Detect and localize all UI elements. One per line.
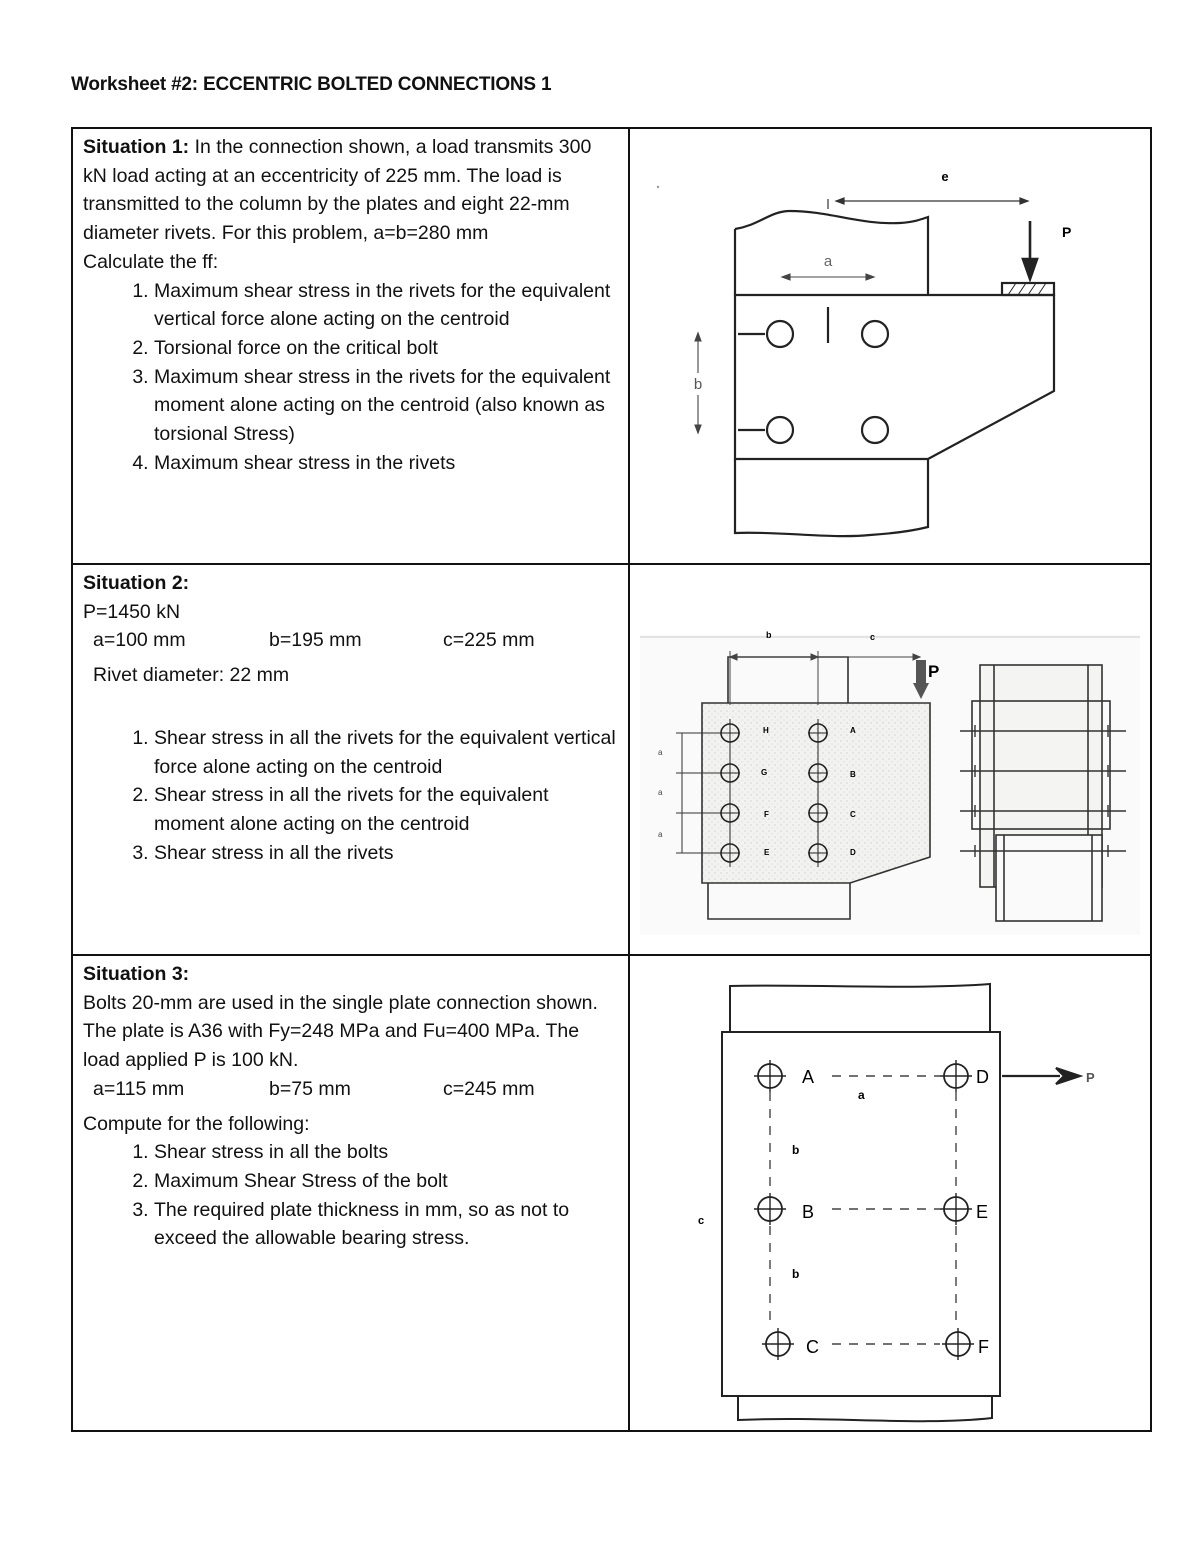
label-c: c xyxy=(870,632,876,642)
label-a: a xyxy=(823,253,833,270)
situation-1-heading: Situation 1: xyxy=(83,136,190,158)
situation-3-figure xyxy=(629,955,1151,1431)
bracket-plate xyxy=(735,295,1054,459)
situation-1-figure xyxy=(629,128,1151,564)
label-p: P xyxy=(928,662,940,681)
dimension-c: c=225 mm xyxy=(443,629,535,652)
situation-2-dimensions xyxy=(83,626,618,655)
list-item: 1. Maximum shear stress in the rivets for the equivalent vertical force alone acting on the centroid xyxy=(154,277,618,334)
list-item: 2. Maximum Shear Stress of the bolt xyxy=(154,1167,618,1196)
situation-1-intro xyxy=(83,133,618,248)
list-item: 2. Shear stress in all the rivets for the equivalent moment alone acting on the centroid xyxy=(154,781,618,838)
list-item: 3. Maximum shear stress in the rivets for the equivalent moment alone acting on the centroid (also known as torsional Stress) xyxy=(154,363,618,449)
bolt-label: B xyxy=(802,1202,815,1222)
list-item: 3. Shear stress in all the rivets xyxy=(154,839,618,868)
bolt-label: A xyxy=(802,1067,815,1087)
situation-1-prompt: Calculate the ff: xyxy=(83,250,219,273)
situation-1-text xyxy=(72,128,629,564)
side-view xyxy=(972,665,1110,921)
situation-3-text xyxy=(72,955,629,1431)
bolt-label: E xyxy=(764,848,770,857)
label-a: a xyxy=(658,830,663,839)
label-p: P xyxy=(1086,1070,1095,1085)
gusset-plate xyxy=(702,703,930,883)
worksheet-table xyxy=(71,127,1152,1432)
label-b: b xyxy=(766,630,772,640)
situation-3-dimensions xyxy=(83,1075,618,1104)
rivet xyxy=(767,417,793,443)
rivet-diameter: Rivet diameter: 22 mm xyxy=(93,664,290,687)
situation-2-list xyxy=(83,724,618,868)
list-item: 1. Shear stress in all the rivets for the equivalent vertical force alone acting on the centroid xyxy=(154,724,618,781)
label-a: a xyxy=(858,1088,865,1102)
label-b: b xyxy=(693,376,703,393)
situation-2-heading: Situation 2: xyxy=(83,572,190,594)
list-item: 4. Maximum shear stress in the rivets xyxy=(154,449,618,478)
bolt-label: E xyxy=(976,1202,989,1222)
situation-3-list xyxy=(83,1138,618,1253)
label-e: e xyxy=(941,169,949,184)
situation-2-row xyxy=(72,564,1151,955)
situation-1-list xyxy=(83,277,618,478)
label-a: a xyxy=(658,748,663,757)
situation-3-description: Bolts 20-mm are used in the single plate connection shown. The plate is A36 with Fy=248 MPa and Fu=400 MPa. The load applied P is 100 kN. xyxy=(83,991,598,1072)
bolt-label: B xyxy=(850,770,856,779)
riveted-bracket-diagram xyxy=(630,565,1150,950)
label-c: c xyxy=(698,1215,705,1227)
dimension-b: b=75 mm xyxy=(269,1077,351,1100)
lower-member-outline xyxy=(738,1396,992,1421)
dimension-a: a=115 mm xyxy=(93,1077,185,1100)
worksheet-title: Worksheet #2: ECCENTRIC BOLTED CONNECTIONS 1 xyxy=(71,74,552,95)
dimension-c: c=245 mm xyxy=(443,1077,535,1100)
situation-3-row xyxy=(72,955,1151,1431)
situation-2-figure xyxy=(629,564,1151,955)
lower-member-outline xyxy=(735,459,928,536)
label-p: P xyxy=(1062,224,1072,240)
dimension-b: b=195 mm xyxy=(269,629,362,652)
label-a: a xyxy=(658,788,663,797)
list-item: 1. Shear stress in all the bolts xyxy=(154,1138,618,1167)
bolt-label: F xyxy=(764,810,769,819)
bolt-label: G xyxy=(761,768,768,777)
bolt-label: C xyxy=(850,810,856,819)
situation-1-description: In the connection shown, a load transmits 300 kN load acting at an eccentricity of 225 mm. The load is transmitted to the column by the plates and eight 22-mm diameter rivets. For this problem, a=b=280 mm xyxy=(83,136,592,245)
bolt-label: H xyxy=(763,726,769,735)
situation-1-row xyxy=(72,128,1151,564)
rivet xyxy=(862,321,888,347)
rivet xyxy=(862,417,888,443)
situation-3-prompt: Compute for the following: xyxy=(83,1112,310,1135)
bolt-label: C xyxy=(806,1337,819,1357)
list-item: 3. The required plate thickness in mm, so as not to exceed the allowable bearing stress. xyxy=(154,1196,618,1253)
situation-2-text xyxy=(72,564,629,955)
situation-2-load: P=1450 kN xyxy=(83,600,181,623)
label-b: b xyxy=(792,1267,800,1281)
label-b: b xyxy=(792,1143,800,1157)
bolt-label: D xyxy=(850,848,856,857)
single-plate-connection-diagram xyxy=(630,956,1150,1426)
dimension-a: a=100 mm xyxy=(93,629,186,652)
rivet xyxy=(767,321,793,347)
bolt-label: D xyxy=(976,1067,989,1087)
upper-member-outline xyxy=(730,984,990,1032)
list-item: 2. Torsional force on the critical bolt xyxy=(154,334,618,363)
bolt-label: A xyxy=(850,726,856,735)
bracket-connection-diagram xyxy=(630,129,1150,559)
bolt-label: F xyxy=(978,1337,989,1357)
situation-3-heading: Situation 3: xyxy=(83,963,190,985)
